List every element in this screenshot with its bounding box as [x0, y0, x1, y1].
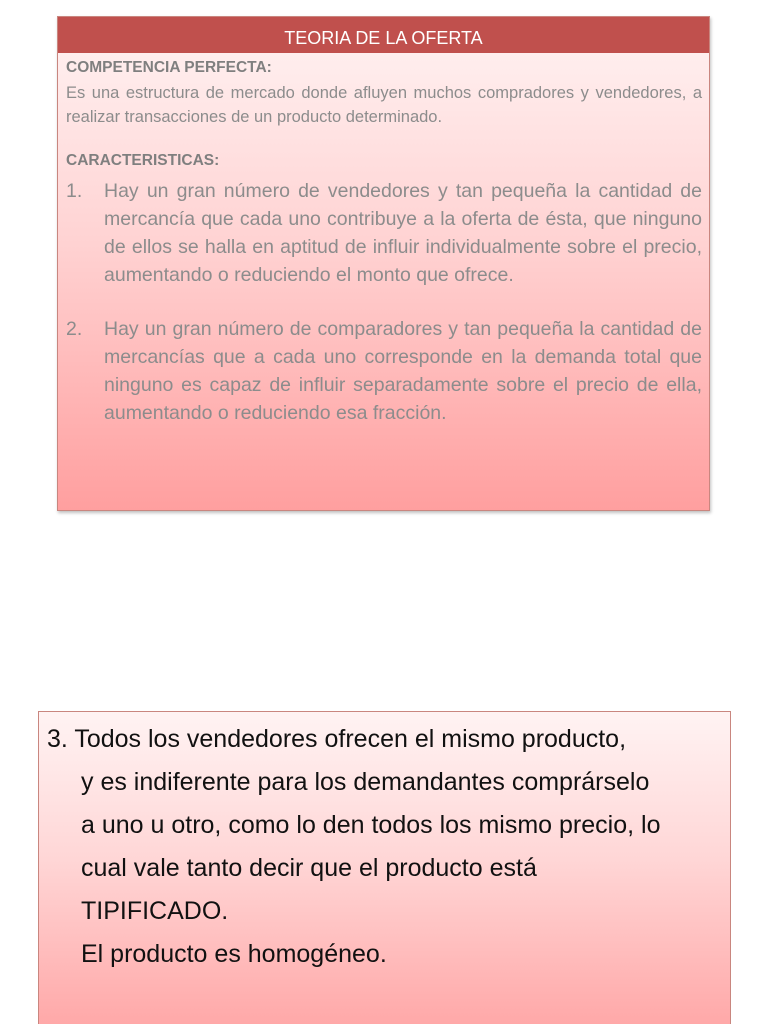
text-line: cual vale tanto decir que el producto está — [81, 854, 537, 882]
caracteristicas-title: CARACTERISTICAS: — [66, 152, 220, 169]
slide-teoria-oferta — [57, 16, 710, 511]
slide-body — [58, 53, 709, 427]
list-item-text: Hay un gran número de comparadores y tan pequeña la cantidad de mercancías que a cada uno corresponde en la demanda total que ninguno es capaz de influir separadamente sobre el precio de ella, aumentando o reduciendo esa fracción. — [104, 318, 702, 424]
slide-caracteristica-3 — [38, 711, 731, 1024]
text-line: a uno u otro, como lo den todos los mismo precio, lo — [81, 811, 661, 839]
list-item-text: Hay un gran número de vendedores y tan pequeña la cantidad de mercancía que cada uno contribuye a la oferta de ésta, que ninguno de ellos se halla en aptitud de influir individualmente sobre el precio, aumentando o reduciendo el monto que ofrece. — [104, 180, 702, 286]
slide-body — [39, 712, 730, 976]
slide-title: TEORIA DE LA OFERTA — [58, 17, 709, 53]
competencia-title: COMPETENCIA PERFECTA: — [66, 59, 272, 76]
text-line: El producto es homogéneo. — [81, 940, 387, 968]
list-item — [66, 177, 702, 289]
list-item-number: 1. — [66, 180, 83, 202]
text-line: TIPIFICADO. — [81, 897, 229, 925]
text-line: 3. Todos los vendedores ofrecen el mismo producto, — [47, 725, 627, 753]
text-line: y es indiferente para los demandantes comprárselo — [81, 768, 650, 796]
competencia-text: Es una estructura de mercado donde afluyen muchos compradores y vendedores, a realizar transacciones de un producto determinado. — [66, 84, 702, 126]
list-item-number: 2. — [66, 318, 83, 340]
list-item — [66, 315, 702, 427]
